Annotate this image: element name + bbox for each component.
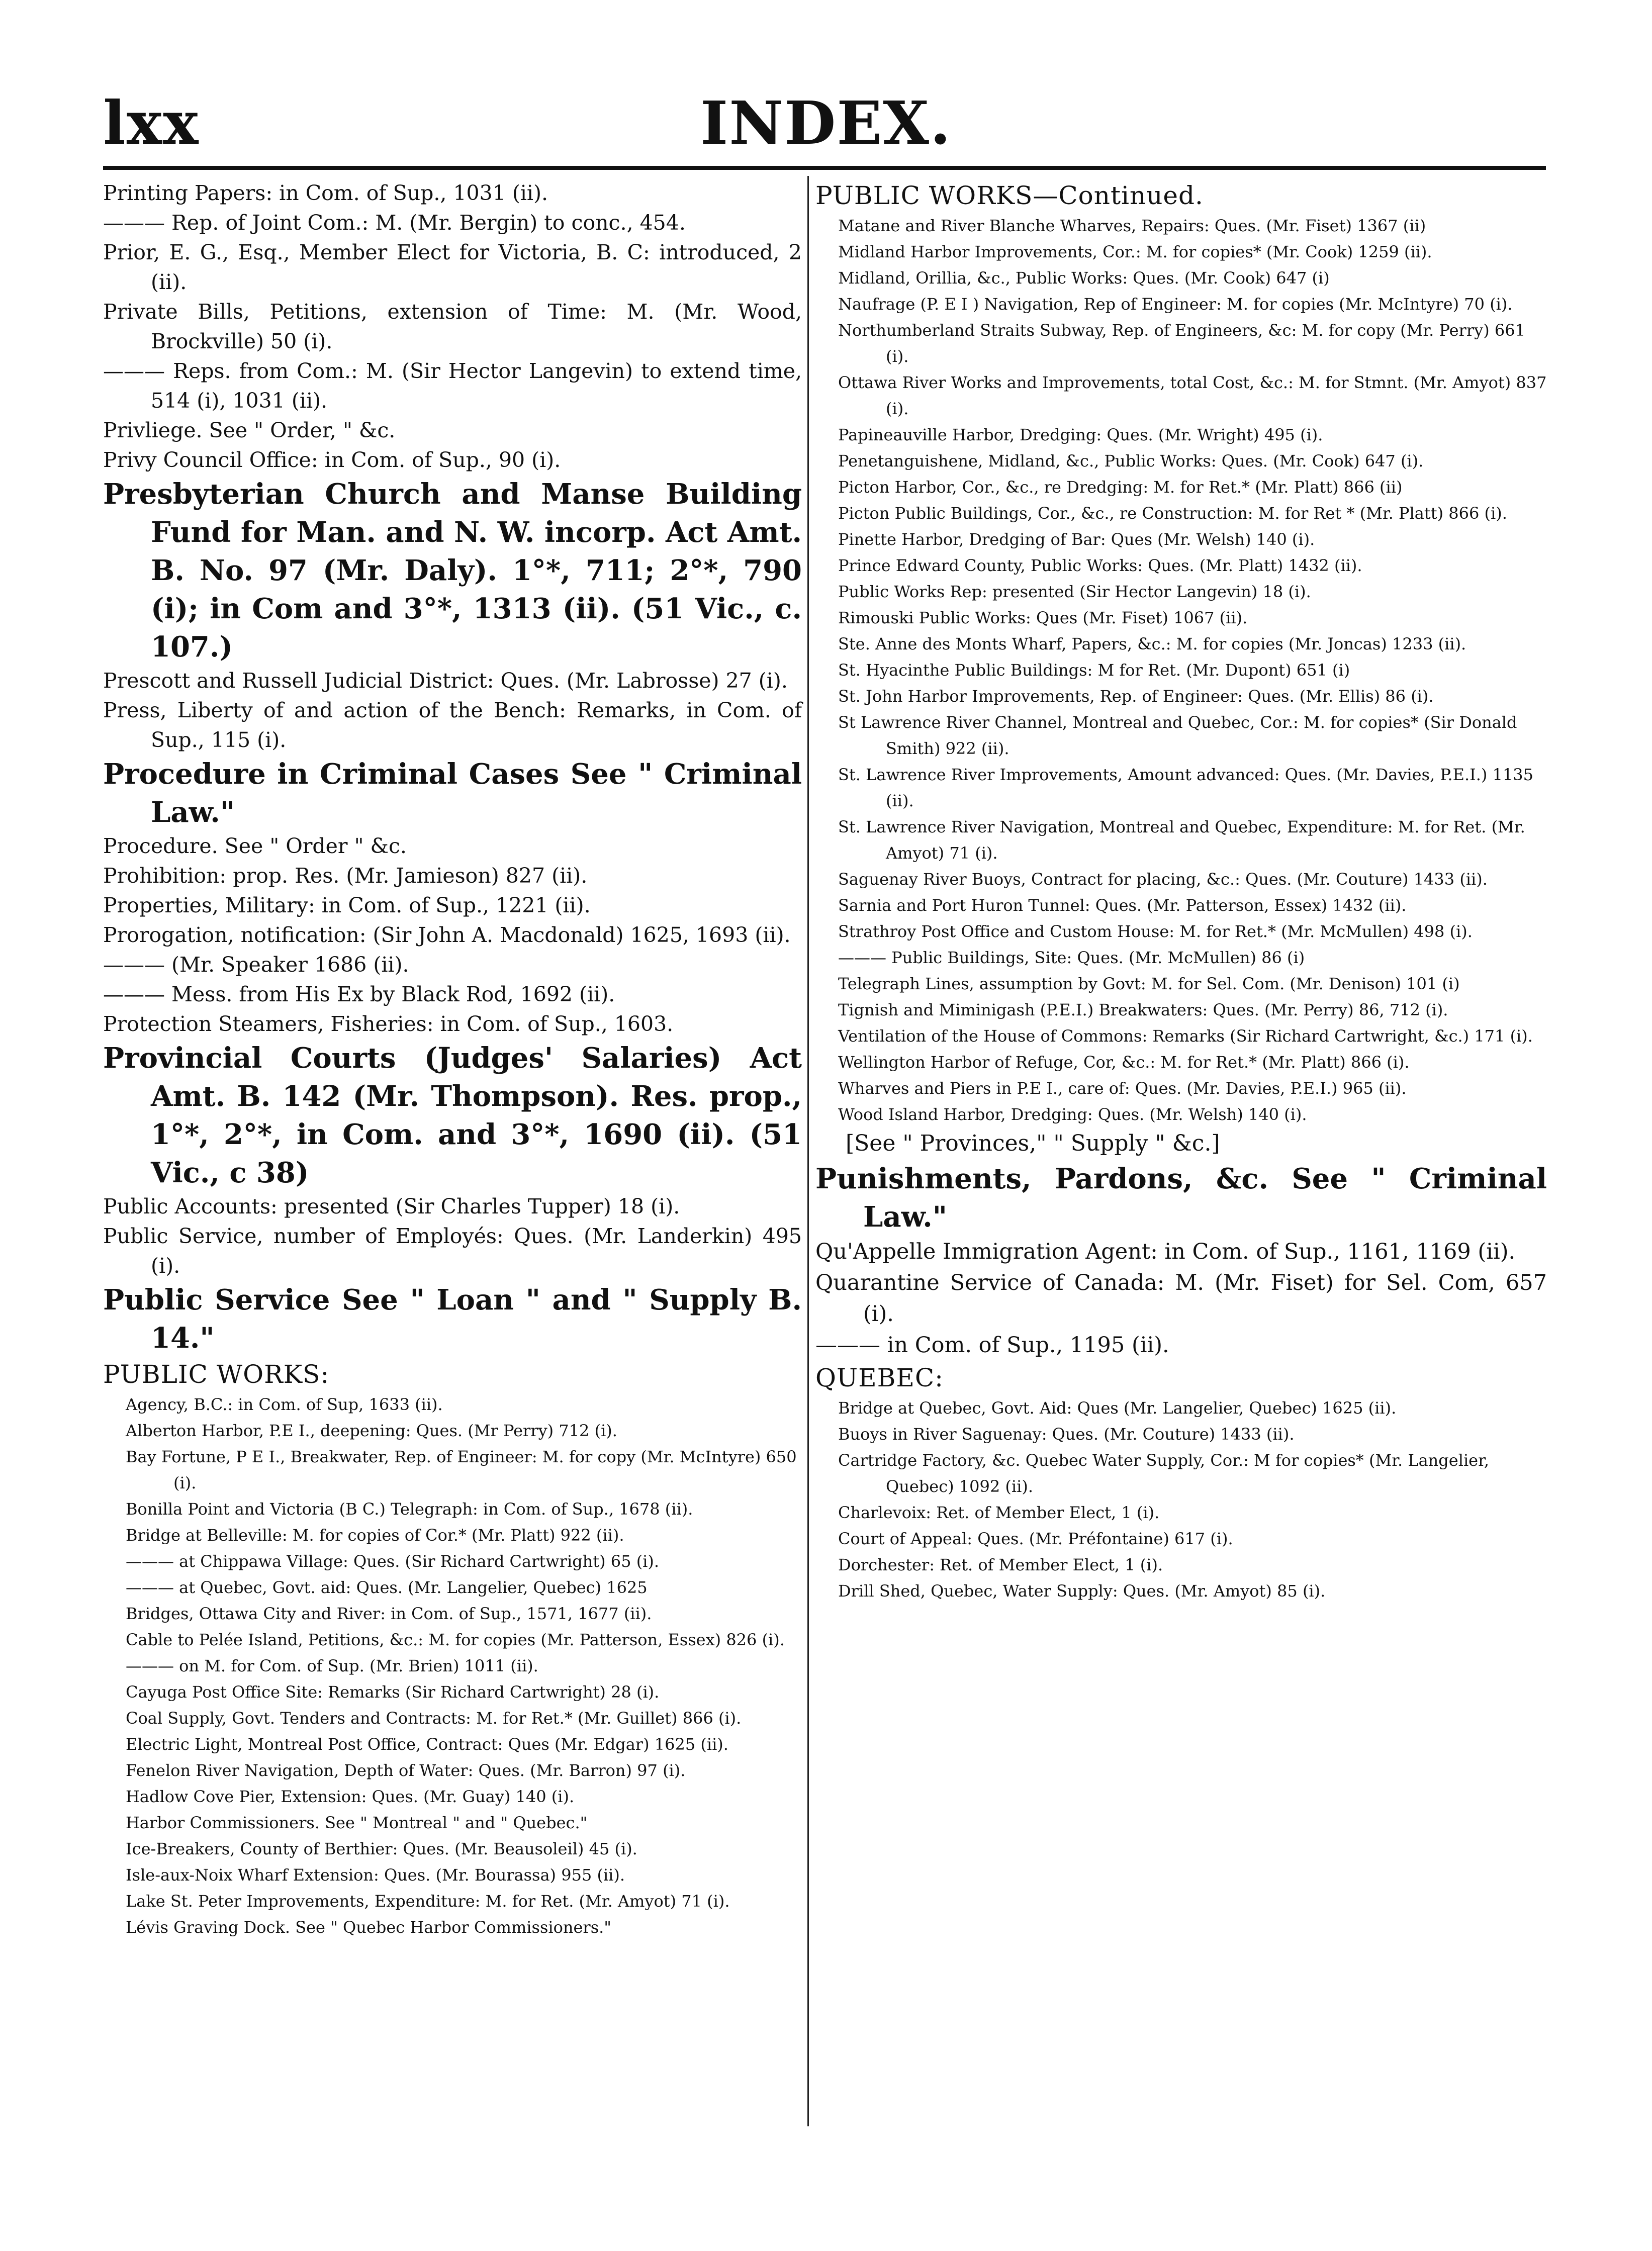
sub-entry: Electric Light, Montreal Post Office, Contract: Ques (Mr. Edgar) 1625 (ii). [126,1735,728,1754]
right-column [815,178,1547,1604]
sub-entry: ——— at Quebec, Govt. aid: Ques. (Mr. Langelier, Quebec) 1625 [126,1578,648,1597]
see-reference: [See " Provinces," " Supply " &c.] [846,1131,1220,1156]
sub-entry: Strathroy Post Office and Custom House: M. for Ret.* (Mr. McMullen) 498 (i). [838,922,1473,941]
index-entry: Press, Liberty of and action of the Bench: Remarks, in Com. of Sup., 115 (i). [103,698,802,752]
index-entry: Quarantine Service of Canada: M. (Mr. Fiset) for Sel. Com, 657 (i). [815,1270,1547,1327]
page-number: lxx [103,88,200,158]
sub-entry: St. Lawrence River Improvements, Amount advanced: Ques. (Mr. Davies, P.E.I.) 1135 (ii). [838,765,1534,810]
index-entry-bold: Provincial Courts (Judges' Salaries) Act Amt. B. 142 (Mr. Thompson). Res. prop., 1°*, 2°*, in Com. and 3°*, 1690 (ii). (51 Vic., c 38) [103,1042,802,1189]
index-entry: Printing Papers: in Com. of Sup., 1031 (ii). [103,181,548,205]
sub-entry: Public Works Rep: presented (Sir Hector Langevin) 18 (i). [838,582,1311,601]
sub-entry: St. Hyacinthe Public Buildings: M for Ret. (Mr. Dupont) 651 (i) [838,661,1350,680]
sub-entry: Northumberland Straits Subway, Rep. of Engineers, &c: M. for copy (Mr. Perry) 661 (i). [838,321,1525,366]
sub-entry: Harbor Commissioners. See " Montreal " and " Quebec." [126,1813,588,1832]
sub-entry: Buoys in River Saguenay: Ques. (Mr. Couture) 1433 (ii). [838,1425,1295,1444]
index-entry: Prescott and Russell Judicial District: Ques. (Mr. Labrosse) 27 (i). [103,669,788,693]
sub-entry: Hadlow Cove Pier, Extension: Ques. (Mr. Guay) 140 (i). [126,1787,575,1806]
sub-entry: Bay Fortune, P E I., Breakwater, Rep. of Engineer: M. for copy (Mr. McIntyre) 650 (i). [126,1447,797,1492]
index-entry: ——— in Com. of Sup., 1195 (ii). [815,1333,1169,1358]
index-entry: Prior, E. G., Esq., Member Elect for Victoria, B. C: introduced, 2 (ii). [103,240,802,294]
sub-entry: Agency, B.C.: in Com. of Sup, 1633 (ii). [126,1395,443,1414]
sub-entry: ——— on M. for Com. of Sup. (Mr. Brien) 1011 (ii). [126,1656,538,1675]
sub-entry: Papineauville Harbor, Dredging: Ques. (Mr. Wright) 495 (i). [838,425,1323,444]
sub-entry: St Lawrence River Channel, Montreal and Quebec, Cor.: M. for copies* (Sir Donald Smith) 922 (ii). [838,713,1517,758]
sub-entry: Saguenay River Buoys, Contract for placing, &c.: Ques. (Mr. Couture) 1433 (ii). [838,870,1488,889]
sub-entry: Cartridge Factory, &c. Quebec Water Supply, Cor.: M for copies* (Mr. Langelier, Quebec) 1092 (ii). [838,1451,1490,1496]
sub-entry: Alberton Harbor, P.E I., deepening: Ques. (Mr Perry) 712 (i). [126,1421,617,1440]
sub-entry: Wharves and Piers in P.E I., care of: Ques. (Mr. Davies, P.E.I.) 965 (ii). [838,1079,1407,1098]
sub-entry: Coal Supply, Govt. Tenders and Contracts: M. for Ret.* (Mr. Guillet) 866 (i). [126,1709,742,1728]
section-heading: PUBLIC WORKS—Continued. [815,181,1204,210]
sub-entry: Lévis Graving Dock. See " Quebec Harbor Commissioners." [126,1918,612,1937]
column-divider [807,176,809,2126]
sub-entry: Midland, Orillia, &c., Public Works: Ques. (Mr. Cook) 647 (i) [838,268,1330,288]
sub-entry: Ottawa River Works and Improvements, total Cost, &c.: M. for Stmnt. (Mr. Amyot) 837 (i). [838,373,1547,418]
index-entry: Public Service, number of Employés: Ques. (Mr. Landerkin) 495 (i). [103,1224,802,1278]
index-entry: Prorogation, notification: (Sir John A. Macdonald) 1625, 1693 (ii). [103,923,791,947]
index-entry-bold: Procedure in Criminal Cases See " Criminal Law." [103,758,802,829]
index-entry: Protection Steamers, Fisheries: in Com. of Sup., 1603. [103,1012,674,1036]
sub-entry: Ice-Breakers, County of Berthier: Ques. (Mr. Beausoleil) 45 (i). [126,1839,637,1858]
sub-entry: Telegraph Lines, assumption by Govt: M. for Sel. Com. (Mr. Denison) 101 (i) [838,974,1460,993]
sub-entry: Rimouski Public Works: Ques (Mr. Fiset) 1067 (ii). [838,608,1248,627]
index-entry: Public Accounts: presented (Sir Charles Tupper) 18 (i). [103,1194,680,1218]
sub-entry: Isle-aux-Noix Wharf Extension: Ques. (Mr. Bourassa) 955 (ii). [126,1865,625,1885]
left-column [103,178,802,1940]
sub-entry: Picton Harbor, Cor., &c., re Dredging: M. for Ret.* (Mr. Platt) 866 (ii) [838,478,1403,497]
index-entry: ——— Rep. of Joint Com.: M. (Mr. Bergin) to conc., 454. [103,211,686,235]
index-entry-bold: Punishments, Pardons, &c. See " Criminal Law." [815,1162,1547,1234]
sub-entry: Naufrage (P. E I ) Navigation, Rep of Engineer: M. for copies (Mr. McIntyre) 70 (i). [838,295,1513,314]
sub-entry: Tignish and Miminigash (P.E.I.) Breakwaters: Ques. (Mr. Perry) 86, 712 (i). [838,1000,1448,1019]
sub-entry: Lake St. Peter Improvements, Expenditure: M. for Ret. (Mr. Amyot) 71 (i). [126,1892,730,1911]
sub-entry: Wood Island Harbor, Dredging: Ques. (Mr. Welsh) 140 (i). [838,1105,1307,1124]
sub-entry: Midland Harbor Improvements, Cor.: M. for copies* (Mr. Cook) 1259 (ii). [838,242,1432,261]
sub-entry: Matane and River Blanche Wharves, Repairs: Ques. (Mr. Fiset) 1367 (ii) [838,216,1426,235]
sub-entry: Wellington Harbor of Refuge, Cor, &c.: M. for Ret.* (Mr. Platt) 866 (i). [838,1053,1410,1072]
index-entry: Privy Council Office: in Com. of Sup., 90 (i). [103,448,561,472]
header-rule [103,166,1546,170]
index-entry-bold: Presbyterian Church and Manse Building Fund for Man. and N. W. incorp. Act Amt. B. No. 97 (Mr. Daly). 1°*, 711; 2°*, 790 (i); in Com and 3°*, 1313 (ii). (51 Vic., c. 107.) [103,478,802,664]
sub-entry: Ventilation of the House of Commons: Remarks (Sir Richard Cartwright, &c.) 171 (i). [838,1026,1533,1046]
sub-entry: Penetanguishene, Midland, &c., Public Works: Ques. (Mr. Cook) 647 (i). [838,451,1424,471]
index-entry: Procedure. See " Order " &c. [103,834,407,858]
index-entry: ——— Mess. from His Ex by Black Rod, 1692 (ii). [103,982,615,1006]
sub-entry: Pinette Harbor, Dredging of Bar: Ques (Mr. Welsh) 140 (i). [838,530,1315,549]
sub-entry: Cable to Pelée Island, Petitions, &c.: M. for copies (Mr. Patterson, Essex) 826 (i). [126,1630,785,1649]
sub-entry: St. Lawrence River Navigation, Montreal and Quebec, Expenditure: M. for Ret. (Mr. Amyot) 71 (i). [838,817,1525,863]
sub-entry: Bridges, Ottawa City and River: in Com. of Sup., 1571, 1677 (ii). [126,1604,652,1623]
sub-entry: Picton Public Buildings, Cor., &c., re Construction: M. for Ret * (Mr. Platt) 866 (i). [838,504,1507,523]
section-heading: PUBLIC WORKS: [103,1360,330,1389]
index-entry: Prohibition: prop. Res. (Mr. Jamieson) 827 (ii). [103,864,588,888]
sub-entry: Drill Shed, Quebec, Water Supply: Ques. (Mr. Amyot) 85 (i). [838,1581,1326,1601]
sub-entry: Bridge at Belleville: M. for copies of Cor.* (Mr. Platt) 922 (ii). [126,1526,624,1545]
index-entry: Private Bills, Petitions, extension of Time: M. (Mr. Wood, Brockville) 50 (i). [103,300,802,353]
index-entry-bold: Public Service See " Loan " and " Supply B. 14." [103,1283,802,1355]
sub-entry: Fenelon River Navigation, Depth of Water: Ques. (Mr. Barron) 97 (i). [126,1761,686,1780]
sub-entry: Sarnia and Port Huron Tunnel: Ques. (Mr. Patterson, Essex) 1432 (ii). [838,896,1407,915]
sub-entry: St. John Harbor Improvements, Rep. of Engineer: Ques. (Mr. Ellis) 86 (i). [838,687,1434,706]
index-entry: Qu'Appelle Immigration Agent: in Com. of Sup., 1161, 1169 (ii). [815,1239,1516,1264]
index-entry: ——— (Mr. Speaker 1686 (ii). [103,953,409,977]
section-heading: QUEBEC: [815,1363,944,1392]
sub-entry: ——— Public Buildings, Site: Ques. (Mr. McMullen) 86 (i) [838,948,1305,967]
sub-entry: Charlevoix: Ret. of Member Elect, 1 (i). [838,1503,1160,1522]
page-title: INDEX. [700,88,952,158]
sub-entry: ——— at Chippawa Village: Ques. (Sir Richard Cartwright) 65 (i). [126,1552,660,1571]
sub-entry: Cayuga Post Office Site: Remarks (Sir Richard Cartwright) 28 (i). [126,1682,660,1702]
index-entry: Privliege. See " Order, " &c. [103,418,396,442]
index-entry: ——— Reps. from Com.: M. (Sir Hector Langevin) to extend time, 514 (i), 1031 (ii). [103,359,802,413]
sub-entry: Bridge at Quebec, Govt. Aid: Ques (Mr. Langelier, Quebec) 1625 (ii). [838,1398,1397,1418]
index-entry: Properties, Military: in Com. of Sup., 1221 (ii). [103,893,591,917]
sub-entry: Ste. Anne des Monts Wharf, Papers, &c.: M. for copies (Mr. Joncas) 1233 (ii). [838,634,1466,653]
sub-entry: Court of Appeal: Ques. (Mr. Préfontaine) 617 (i). [838,1529,1233,1548]
sub-entry: Bonilla Point and Victoria (B C.) Telegraph: in Com. of Sup., 1678 (ii). [126,1499,693,1519]
sub-entry: Prince Edward County, Public Works: Ques. (Mr. Platt) 1432 (ii). [838,556,1362,575]
sub-entry: Dorchester: Ret. of Member Elect, 1 (i). [838,1555,1163,1574]
